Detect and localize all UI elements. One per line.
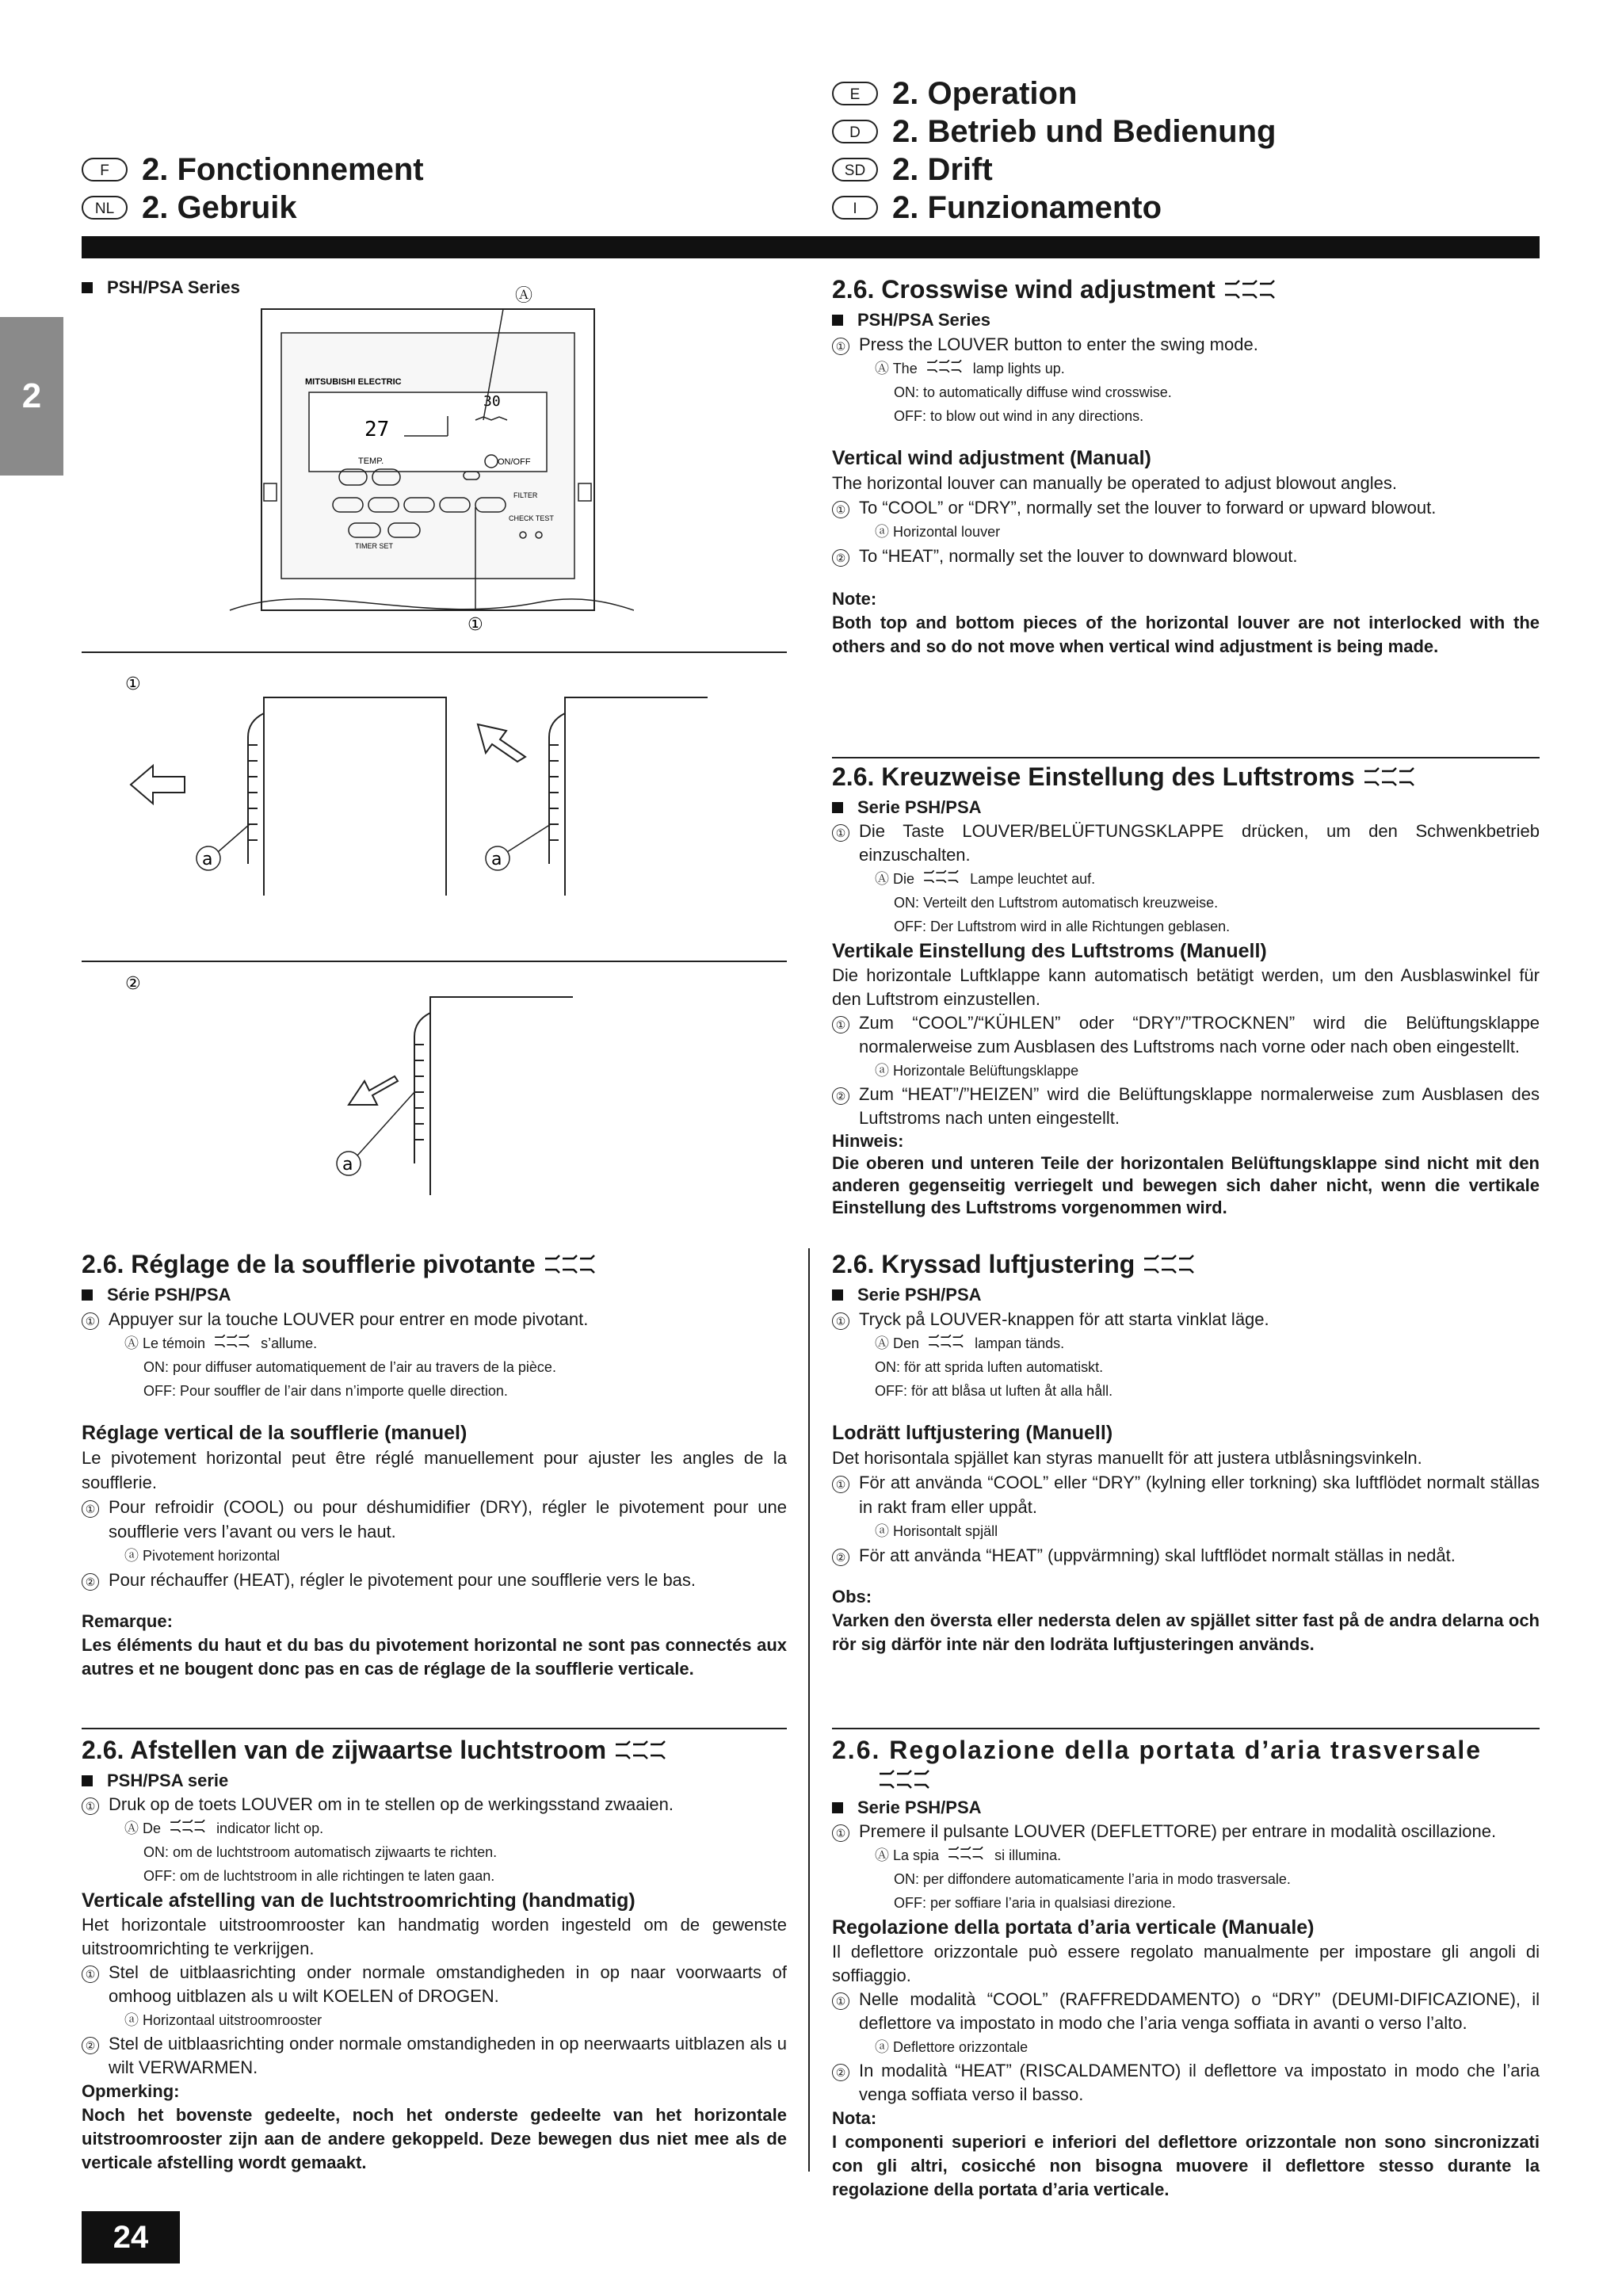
header-title-fr: F 2. Fonctionnement bbox=[82, 151, 424, 189]
louver-label-en: ⓐ Horizontal louver bbox=[875, 524, 1001, 540]
on-note-it: ON: per diffondere automaticamente l’aria in modo trasversale. bbox=[894, 1871, 1291, 1887]
louver-label-nl: ⓐ Horizontaal uitstroomrooster bbox=[124, 2012, 322, 2028]
series-label-en: PSH/PSA Series bbox=[832, 308, 1540, 332]
off-note-sv: OFF: för att blåsa ut luften åt alla håll. bbox=[875, 1383, 1113, 1399]
divider-en-de bbox=[832, 757, 1540, 758]
sub-step-2-sv: ② För att använda “HEAT” (uppvärmning) skal luftflödet normalt ställas in nedåt. bbox=[832, 1543, 1540, 1568]
louver-figure-2 bbox=[82, 965, 787, 1203]
on-note-en: ON: to automatically diffuse wind crosswise. bbox=[894, 384, 1172, 400]
remote-controller-figure bbox=[222, 277, 634, 642]
subtitle-it: Regolazione della portata d’aria verticale (Manuale) bbox=[832, 1916, 1315, 1939]
note-de: Die oberen und unteren Teile der horizontalen Belüftungsklappe sind nicht mit den anderen gegenseitig verriegelt und bewegen sich daher nicht, wenn die vertikale Einstellung des Luftstroms vorgenommen wird. bbox=[832, 1153, 1540, 1217]
series-label-de: Serie PSH/PSA bbox=[832, 796, 1540, 819]
section-nl bbox=[82, 1734, 787, 2175]
section-title-de: 2.6. Kreuzweise Einstellung des Luftstroms bbox=[832, 761, 1540, 793]
callout-1: ① bbox=[468, 615, 483, 635]
para-sv: Det horisontala spjället kan styras manuellt för att justera utblåsningsvinkeln. bbox=[832, 1448, 1422, 1468]
column-separator-2 bbox=[808, 1248, 810, 1728]
divider-fr-nl bbox=[82, 1728, 787, 1729]
sub-step-1-fr: ① Pour refroidir (COOL) ou pour déshumidifier (DRY), régler le pivotement pour une soufflerie vers l’avant ou vers le haut. bbox=[82, 1495, 787, 1544]
sub-step-2-fr: ② Pour réchauffer (HEAT), régler le pivotement pour une soufflerie vers le bas. bbox=[82, 1568, 787, 1592]
note-fr: Les éléments du haut et du bas du pivotement horizontal ne sont pas connectés aux autres et ne bougent donc pas en cas de réglage de la soufflerie verticale. bbox=[82, 1635, 787, 1679]
callout-A: Ⓐ bbox=[515, 286, 533, 306]
step-1-sv: ① Tryck på LOUVER-knappen för att starta vinklat läge. bbox=[832, 1307, 1540, 1331]
off-note-de: OFF: Der Luftstrom wird in alle Richtungen geblasen. bbox=[894, 919, 1231, 934]
series-label-nl: PSH/PSA serie bbox=[82, 1769, 787, 1793]
section-title-nl: 2.6. Afstellen van de zijwaartse luchtstroom bbox=[82, 1734, 787, 1766]
section-sv bbox=[832, 1248, 1540, 1656]
note-heading-de: Hinweis: bbox=[832, 1131, 904, 1151]
on-note-nl: ON: om de luchtstroom automatisch zijwaarts te richten. bbox=[143, 1844, 498, 1860]
header-right bbox=[832, 74, 1276, 227]
lang-badge-i: I bbox=[832, 196, 878, 220]
subtitle-nl: Verticale afstelling van de luchtstroomrichting (handmatig) bbox=[82, 1889, 635, 1912]
chapter-tab: 2 bbox=[0, 317, 63, 476]
brand-label: MITSUBISHI ELECTRIC bbox=[305, 377, 402, 387]
note-heading-sv: Obs: bbox=[832, 1587, 872, 1606]
temp-btn-label: TEMP. bbox=[358, 457, 384, 466]
lamp-note-de: Ⓐ Die Lampe leuchtet auf. bbox=[875, 871, 1096, 887]
step-1-it: ① Premere il pulsante LOUVER (DEFLETTORE) per entrare in modalità oscillazione. bbox=[832, 1820, 1540, 1843]
lang-badge-e: E bbox=[832, 82, 878, 105]
off-note-fr: OFF: Pour souffler de l’air dans n’importe quelle direction. bbox=[143, 1383, 508, 1399]
note-heading-nl: Opmerking: bbox=[82, 2081, 180, 2101]
lamp-note-fr: Ⓐ Le témoin s’allume. bbox=[124, 1335, 318, 1351]
figure-series-label: PSH/PSA Series bbox=[82, 276, 240, 300]
onoff-label: ON/OFF bbox=[498, 457, 531, 467]
series-label-it: Serie PSH/PSA bbox=[832, 1796, 1540, 1820]
lcd-set-temp: 30 bbox=[483, 393, 501, 410]
sub-step-2-it: ② In modalità “HEAT” (RISCALDAMENTO) il deflettore va impostato in modo che l’aria venga soffiata verso il basso. bbox=[832, 2059, 1540, 2107]
page-number: 24 bbox=[82, 2211, 180, 2264]
sub-step-1-nl: ① Stel de uitblaasrichting onder normale omstandigheden in op naar voorwaarts of omhoog uitblazen als u wilt KOELEN of DROGEN. bbox=[82, 1961, 787, 2008]
sub-step-1-it: ① Nelle modalità “COOL” (RAFFREDDAMENTO) o “DRY” (DEUMI-DIFICAZIONE), il deflettore va impostato in modo che l’aria venga soffiata in avanti o verso l’alto. bbox=[832, 1988, 1540, 2035]
section-fr bbox=[82, 1248, 787, 1681]
figure-divider-1 bbox=[82, 651, 787, 653]
figure-divider-2 bbox=[82, 961, 787, 962]
lamp-note-it: Ⓐ La spia si illumina. bbox=[875, 1847, 1062, 1863]
timer-set-label: TIMER SET bbox=[355, 542, 394, 550]
note-sv: Varken den översta eller nedersta delen av spjället sitter fast på de andra delarna och rör sig därför inte när den lodräta luftjusteringen används. bbox=[832, 1610, 1540, 1654]
section-de bbox=[832, 761, 1540, 1219]
figure-step-1: ① bbox=[125, 674, 141, 694]
sub-step-2-de: ② Zum “HEAT”/”HEIZEN” wird die Belüftungsklappe normalerweise zum Ausblasen des Luftstroms nach unten eingestellt. bbox=[832, 1083, 1540, 1130]
svg-text:a: a bbox=[342, 1155, 353, 1175]
subtitle-fr: Réglage vertical de la soufflerie (manuel) bbox=[82, 1422, 468, 1444]
figure-step-2: ② bbox=[125, 974, 141, 994]
header-title-en: E 2. Operation bbox=[832, 74, 1276, 113]
lang-badge-nl: NL bbox=[82, 196, 128, 220]
note-heading-it: Nota: bbox=[832, 2108, 877, 2128]
step-1-fr: ① Appuyer sur la touche LOUVER pour entrer en mode pivotant. bbox=[82, 1307, 787, 1331]
section-title-fr: 2.6. Réglage de la soufflerie pivotante bbox=[82, 1248, 787, 1280]
lamp-note-nl: Ⓐ De indicator licht op. bbox=[124, 1820, 324, 1836]
para-nl: Het horizontale uitstroomrooster kan handmatig worden ingesteld om de gewenste uitstroomrichting te verkrijgen. bbox=[82, 1915, 787, 1958]
louver-label-it: ⓐ Deflettore orizzontale bbox=[875, 2039, 1029, 2055]
louver-swing-icon bbox=[614, 1740, 670, 1760]
subtitle-de: Vertikale Einstellung des Luftstroms (Manuell) bbox=[832, 940, 1267, 962]
lcd-temp: 27 bbox=[364, 418, 390, 441]
louver-swing-icon bbox=[544, 1254, 599, 1274]
note-it: I componenti superiori e inferiori del deflettore orizzontale non sono sincronizzati con gli altri, cosicché non bisogna muovere il deflettore stesso durante la regolazione della portata d’aria verticale. bbox=[832, 2132, 1540, 2199]
svg-text:a: a bbox=[202, 850, 213, 869]
header-title-it: I 2. Funzionamento bbox=[832, 189, 1276, 227]
header-title-sd: SD 2. Drift bbox=[832, 151, 1276, 189]
column-separator-1 bbox=[808, 1728, 810, 2172]
lang-badge-f: F bbox=[82, 158, 128, 181]
lamp-note-en: Ⓐ The lamp lights up. bbox=[875, 361, 1065, 376]
louver-swing-icon bbox=[1223, 279, 1279, 300]
header-title-nl: NL 2. Gebruik bbox=[82, 189, 424, 227]
divider-sv-it bbox=[832, 1728, 1540, 1729]
on-note-de: ON: Verteilt den Luftstrom automatisch kreuzweise. bbox=[894, 895, 1219, 911]
section-en bbox=[832, 273, 1540, 659]
louver-label-sv: ⓐ Horisontalt spjäll bbox=[875, 1523, 998, 1539]
header-title-de: D 2. Betrieb und Bedienung bbox=[832, 113, 1276, 151]
off-note-en: OFF: to blow out wind in any directions. bbox=[894, 408, 1144, 424]
louver-swing-icon bbox=[1143, 1254, 1198, 1274]
series-label-sv: Serie PSH/PSA bbox=[832, 1283, 1540, 1307]
note-heading-fr: Remarque: bbox=[82, 1611, 173, 1631]
para-en: The horizontal louver can manually be operated to adjust blowout angles. bbox=[832, 473, 1398, 493]
subtitle-sv: Lodrätt luftjustering (Manuell) bbox=[832, 1422, 1113, 1444]
sub-step-2-nl: ② Stel de uitblaasrichting onder normale omstandigheden in op neerwaarts uitblazen als u wilt VERWARMEN. bbox=[82, 2032, 787, 2080]
step-1-nl: ① Druk op de toets LOUVER om in te stellen op de werkingsstand zwaaien. bbox=[82, 1793, 787, 1817]
sub-step-1-sv: ① För att använda “COOL” eller “DRY” (kylning eller torkning) ska luftflödet normalt ställas in rakt fram eller uppåt. bbox=[832, 1470, 1540, 1519]
svg-text:a: a bbox=[491, 850, 502, 869]
on-note-fr: ON: pour diffuser automatiquement de l’air au travers de la pièce. bbox=[143, 1359, 556, 1375]
louver-label-de: ⓐ Horizontale Belüftungsklappe bbox=[875, 1063, 1079, 1079]
lamp-note-sv: Ⓐ Den lampan tänds. bbox=[875, 1335, 1065, 1351]
lang-badge-d: D bbox=[832, 120, 878, 143]
louver-figure-1 bbox=[82, 666, 787, 904]
step-1-de: ① Die Taste LOUVER/BELÜFTUNGSKLAPPE drücken, um den Schwenkbetrieb einzuschalten. bbox=[832, 819, 1540, 867]
sub-step-2-en: ② To “HEAT”, normally set the louver to downward blowout. bbox=[832, 544, 1540, 568]
header-bar bbox=[82, 236, 1540, 258]
off-note-it: OFF: per soffiare l’aria in qualsiasi direzione. bbox=[894, 1895, 1176, 1911]
note-en: Both top and bottom pieces of the horizontal louver are not interlocked with the others and so do not move when vertical wind adjustment is being made. bbox=[832, 613, 1540, 656]
check-test-label: CHECK TEST bbox=[509, 514, 554, 522]
para-it: Il deflettore orizzontale può essere regolato manualmente per impostare gli angoli di soffiaggio. bbox=[832, 1942, 1540, 1985]
subtitle-en: Vertical wind adjustment (Manual) bbox=[832, 447, 1151, 469]
bullet-square bbox=[82, 282, 93, 293]
off-note-nl: OFF: om de luchtstroom in alle richtingen te laten gaan. bbox=[143, 1868, 495, 1884]
step-1-en: ① Press the LOUVER button to enter the swing mode. bbox=[832, 332, 1540, 357]
section-title-sv: 2.6. Kryssad luftjustering bbox=[832, 1248, 1540, 1280]
section-title-en: 2.6. Crosswise wind adjustment bbox=[832, 273, 1540, 305]
note-nl: Noch het bovenste gedeelte, noch het onderste gedeelte van het horizontale uitstroomrooster zijn aan de andere gekoppeld. Deze bewegen dus niet mee als de verticale afstelling wordt gemaakt. bbox=[82, 2105, 787, 2172]
para-de: Die horizontale Luftklappe kann automatisch betätigt werden, um den Ausblaswinkel für den Luftstrom einzustellen. bbox=[832, 965, 1540, 1009]
filter-label: FILTER bbox=[513, 491, 538, 499]
sub-step-1-en: ① To “COOL” or “DRY”, normally set the louver to forward or upward blowout. bbox=[832, 495, 1540, 520]
section-title-it: 2.6. Regolazione della portata d’aria trasversale bbox=[832, 1736, 1483, 1764]
section-it bbox=[832, 1734, 1540, 2202]
note-heading-en: Note: bbox=[832, 589, 877, 609]
lang-badge-sd: SD bbox=[832, 158, 878, 181]
para-fr: Le pivotement horizontal peut être réglé manuellement pour ajuster les angles de la soufflerie. bbox=[82, 1448, 787, 1492]
louver-label-fr: ⓐ Pivotement horizontal bbox=[124, 1548, 281, 1564]
louver-swing-icon bbox=[878, 1769, 933, 1790]
on-note-sv: ON: för att sprida luften automatiskt. bbox=[875, 1359, 1104, 1375]
sub-step-1-de: ① Zum “COOL”/“KÜHLEN” oder “DRY”/”TROCKNEN” wird die Belüftungsklappe normalerweise zum Ausblasen des Luftstroms nach vorne oder nach oben eingestellt. bbox=[832, 1011, 1540, 1059]
louver-swing-icon bbox=[1363, 766, 1418, 787]
header-left bbox=[82, 151, 424, 227]
series-label-fr: Série PSH/PSA bbox=[82, 1283, 787, 1307]
